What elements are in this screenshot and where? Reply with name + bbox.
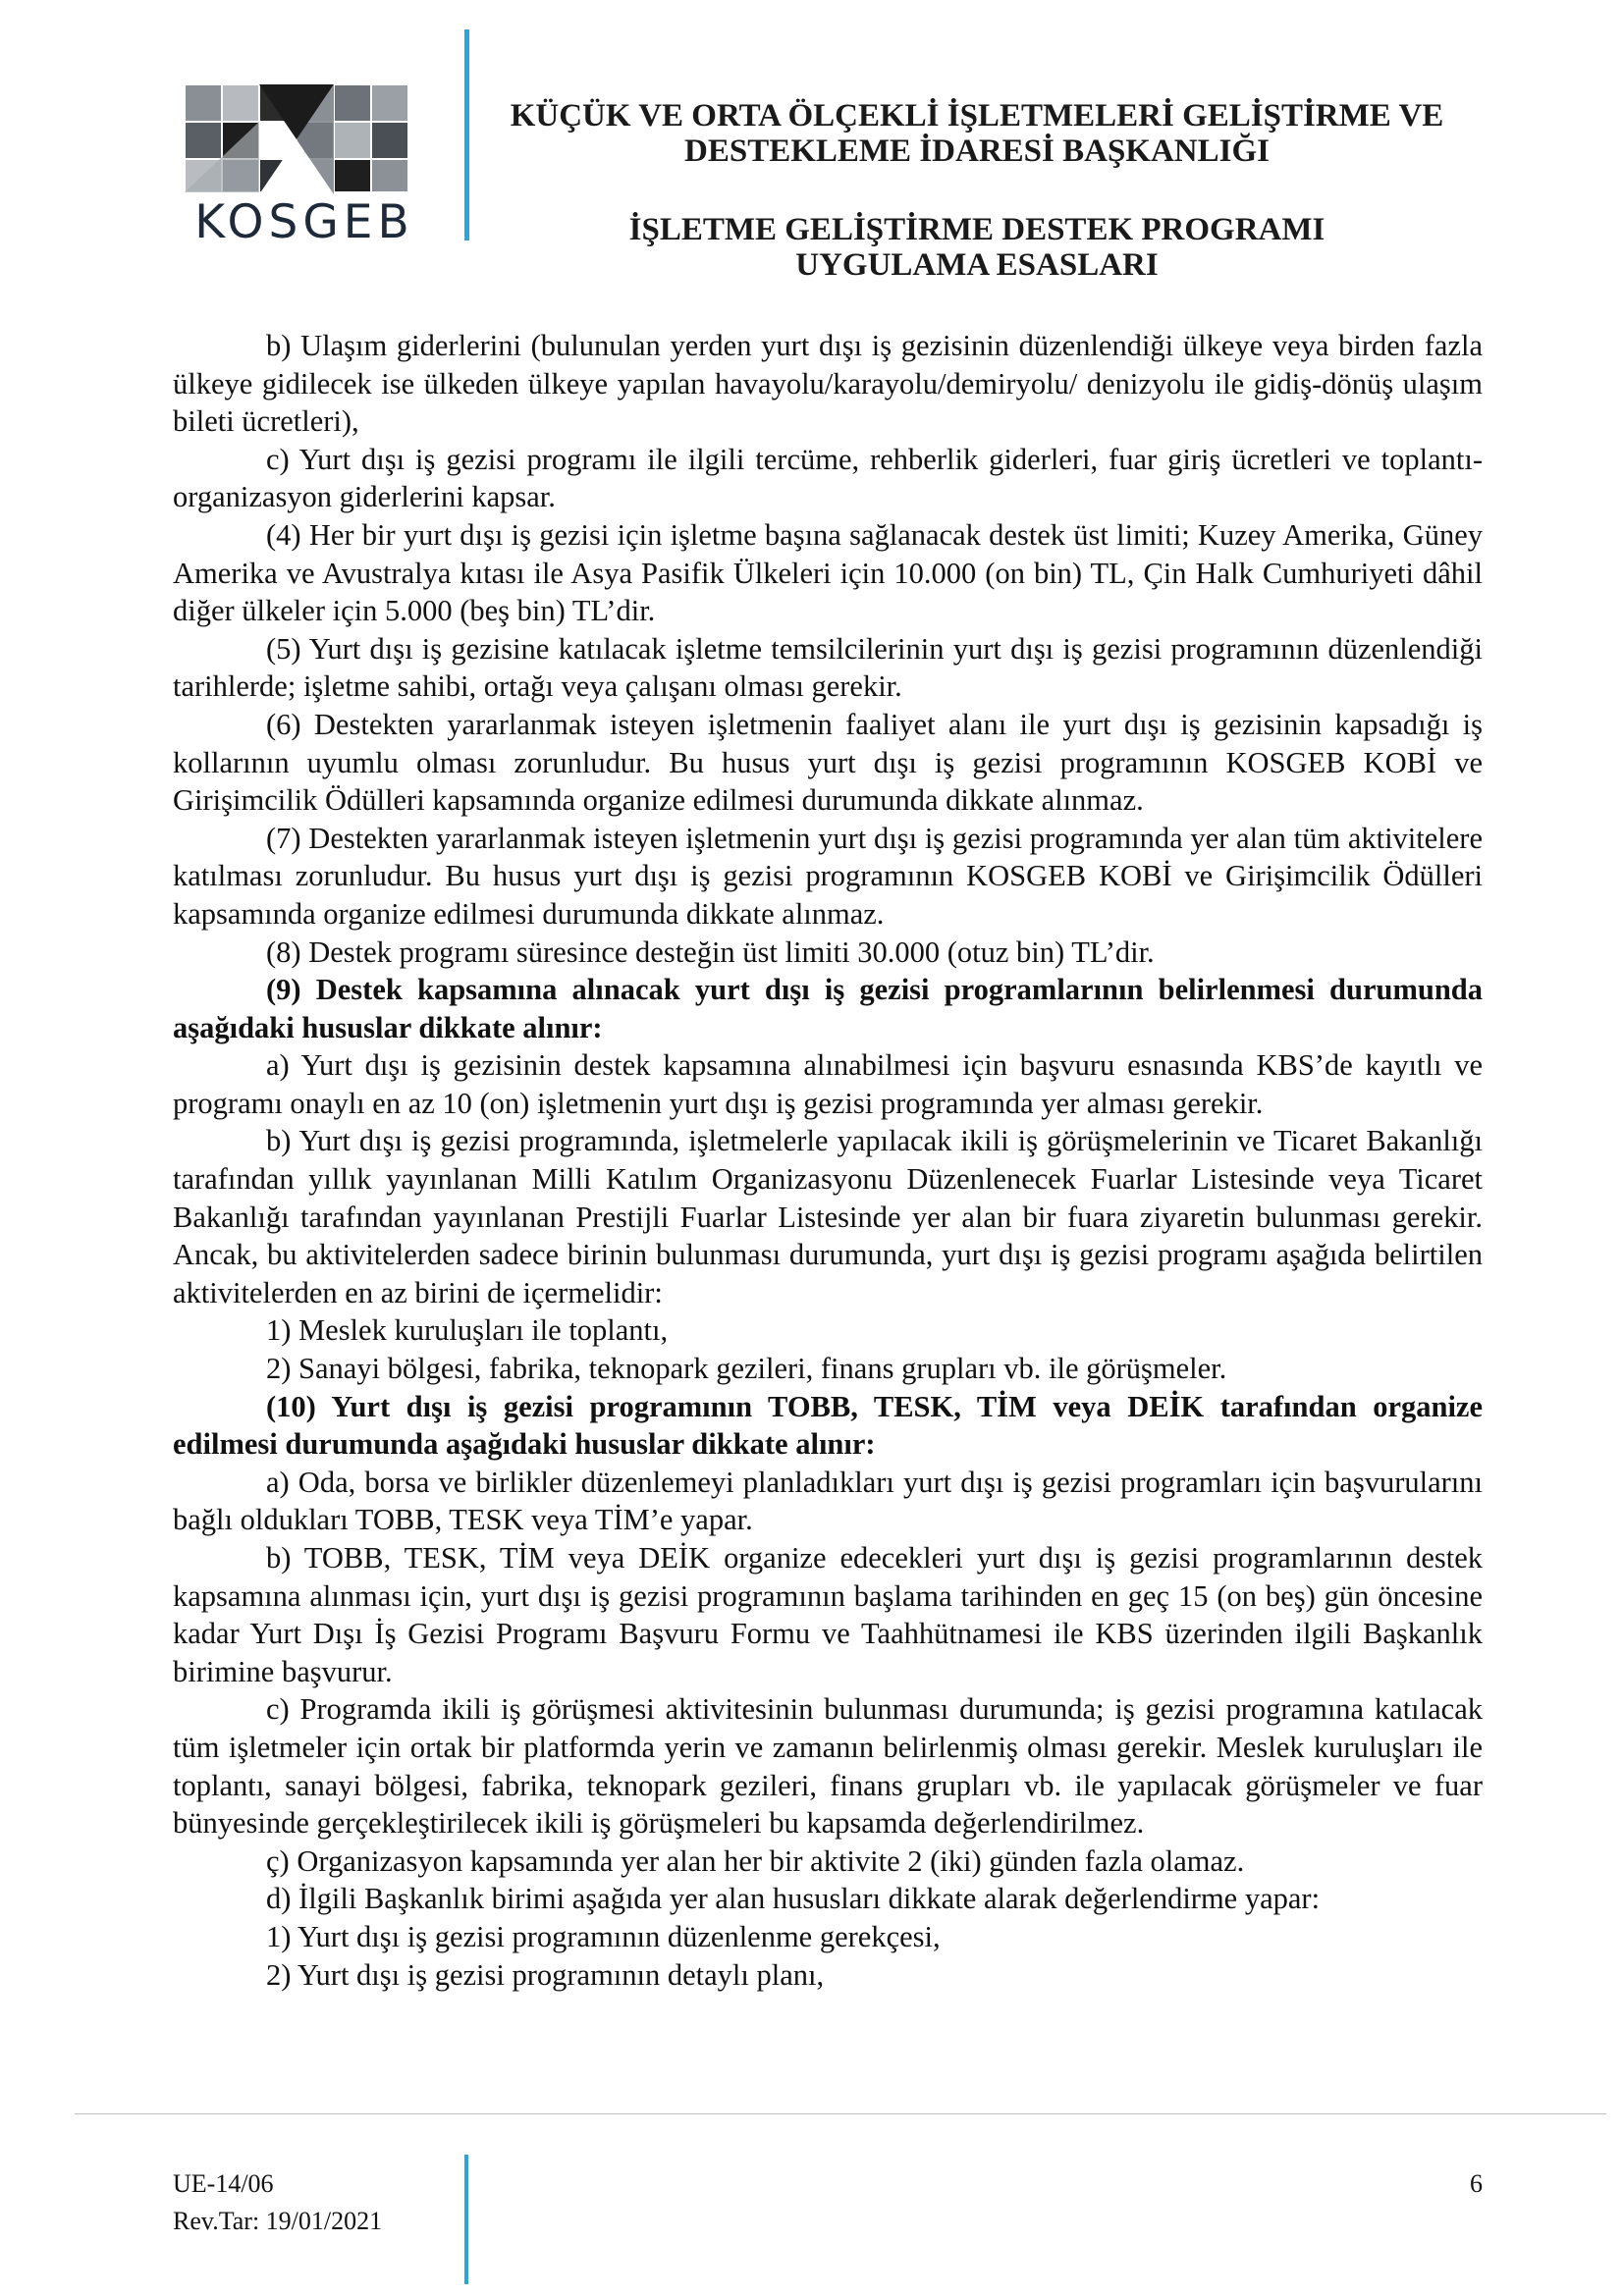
paragraph: (8) Destek programı süresince desteğin üst limiti 30.000 (otuz bin) TL’dir. [266, 934, 1155, 969]
paragraph: a) Oda, borsa ve birlikler düzenlemeyi planladıkları yurt dışı iş gezisi programları için başvurularını bağlı oldukları TOBB, TESK veya TİM’e yapar. [173, 1465, 1483, 1537]
section-heading-10: (10) Yurt dışı iş gezisi programının TOBB, TESK, TİM veya DEİK tarafından organize edilmesi durumunda aşağıdaki hususlar dikkate alınır: [173, 1389, 1483, 1462]
list-item: 2) Yurt dışı iş gezisi programının detaylı planı, [266, 1957, 825, 1992]
organization-title-line-2: DESTEKLEME İDARESİ BAŞKANLIĞI [684, 133, 1270, 169]
paragraph: b) Yurt dışı iş gezisi programında, işletmelerle yapılacak ikili iş görüşmelerinin ve Ticaret Bakanlığı tarafından yıllık yayınlanan Milli Katılım Organizasyonu Düzenlenecek Fuarlar Listesinde veya Ticaret Bakanlığı tarafından yayınlanan Prestijli Fuarlar Listesinde yer alan bir fuara ziyaretin bulunması gerekir. Ancak, bu aktivitelerden sadece birinin bulunması durumunda, yurt dışı iş gezisi programı aşağıda belirtilen aktivitelerden en az birini de içermelidir: [173, 1124, 1483, 1309]
footer-rule [75, 2113, 1606, 2114]
organization-title [476, 98, 1478, 169]
footer-document-info [173, 2165, 382, 2240]
paragraph: a) Yurt dışı iş gezisinin destek kapsamına alınabilmesi için başvuru esnasında KBS’de kayıtlı ve programı onaylı en az 10 (on) işletmenin yurt dışı iş gezisi programında yer alması gerekir. [173, 1048, 1483, 1120]
logo-wordmark: KOSGEB [194, 195, 414, 249]
paragraph: (5) Yurt dışı iş gezisine katılacak işletme temsilcilerinin yurt dışı iş gezisi programının düzenlendiği tarihlerde; işletme sahibi, ortağı veya çalışanı olması gerekir. [173, 631, 1483, 704]
kosgeb-logo [185, 84, 424, 247]
list-item: 1) Yurt dışı iş gezisi programının düzenlenme gerekçesi, [266, 1919, 941, 1953]
document-code: UE-14/06 [173, 2169, 274, 2198]
list-item: 2) Sanayi bölgesi, fabrika, teknopark gezileri, finans grupları vb. ile görüşmeler. [266, 1352, 1227, 1386]
revision-date: Rev.Tar: 19/01/2021 [173, 2207, 383, 2235]
program-title-line-1: İŞLETME GELİŞTİRME DESTEK PROGRAMI [628, 212, 1325, 247]
list-item: 1) Meslek kuruluşları ile toplantı, [266, 1313, 669, 1348]
paragraph: (4) Her bir yurt dışı iş gezisi için işletme başına sağlanacak destek üst limiti; Kuzey Amerika, Güney Amerika ve Avustralya kıtası ile Asya Pasifik Ülkeleri için 10.000 (on bin) TL, Çin Halk Cumhuriyeti dâhil diğer ülkeler için 5.000 (beş bin) TL’dir. [173, 517, 1483, 628]
section-heading-9: (9) Destek kapsamına alınacak yurt dışı iş gezisi programlarının belirlenmesi durumunda aşağıdaki hususlar dikkate alınır: [173, 973, 1483, 1044]
paragraph: c) Yurt dışı iş gezisi programı ile ilgili tercüme, rehberlik giderleri, fuar giriş ücretleri ve toplantı-organizasyon giderlerini kapsar. [173, 442, 1483, 514]
paragraph: d) İlgili Başkanlık birimi aşağıda yer alan hususları dikkate alarak değerlendirme yapar: [266, 1882, 1321, 1916]
paragraph: b) TOBB, TESK, TİM veya DEİK organize edecekleri yurt dışı iş gezisi programlarının destek kapsamına alınması için, yurt dışı iş gezisi programının başlama tarihinden en geç 15 (on beş) gün öncesine kadar Yurt Dışı İş Gezisi Programı Başvuru Formu ve Taahhütnamesi ile KBS üzerinden ilgili Başkanlık birimine başvurur. [173, 1541, 1483, 1688]
document-body [173, 327, 1483, 1994]
footer-divider-line [464, 2155, 468, 2284]
paragraph: (6) Destekten yararlanmak isteyen işletmenin faaliyet alanı ile yurt dışı iş gezisinin kapsadığı iş kollarının uyumlu olması zorunludur. Bu husus yurt dışı iş gezisi programının KOSGEB KOBİ ve Girişimcilik Ödülleri kapsamında organize edilmesi durumunda dikkate alınmaz. [173, 707, 1483, 818]
program-title-line-2: UYGULAMA ESASLARI [795, 247, 1159, 283]
paragraph: ç) Organizasyon kapsamında yer alan her bir aktivite 2 (iki) günden fazla olamaz. [266, 1843, 1245, 1878]
paragraph: b) Ulaşım giderlerini (bulunulan yerden yurt dışı iş gezisinin düzenlendiği ülkeye veya birden fazla ülkeye gidilecek ise ülkeden ülkeye yapılan havayolu/karayolu/demiryolu/ denizyolu ile gidiş-dönüş ulaşım bileti ücretleri), [173, 329, 1483, 439]
paragraph: c) Programda ikili iş görüşmesi aktivitesinin bulunması durumunda; iş gezisi programına katılacak tüm işletmeler için ortak bir platformda yerin ve zamanın belirlenmiş olması gerekir. Meslek kuruluşları ile toplantı, sanayi bölgesi, fabrika, teknopark gezileri, finans grupları vb. ile yapılacak görüşmeler ve fuar bünyesinde gerçekleştirilecek ikili iş görüşmeleri bu kapsamda değerlendirilmez. [173, 1692, 1483, 1841]
page-number: 6 [1470, 2169, 1483, 2198]
paragraph: (7) Destekten yararlanmak isteyen işletmenin yurt dışı iş gezisi programında yer alan tüm aktivitelere katılması zorunludur. Bu husus yurt dışı iş gezisi programının KOSGEB KOBİ ve Girişimcilik Ödülleri kapsamında organize edilmesi durumunda dikkate alınmaz. [173, 821, 1483, 931]
kosgeb-logo-mark [185, 84, 424, 194]
header-divider-line [464, 29, 469, 240]
organization-title-line-1: KÜÇÜK VE ORTA ÖLÇEKLİ İŞLETMELERİ GELİŞTİRME VE [510, 98, 1444, 133]
program-title [476, 212, 1478, 283]
